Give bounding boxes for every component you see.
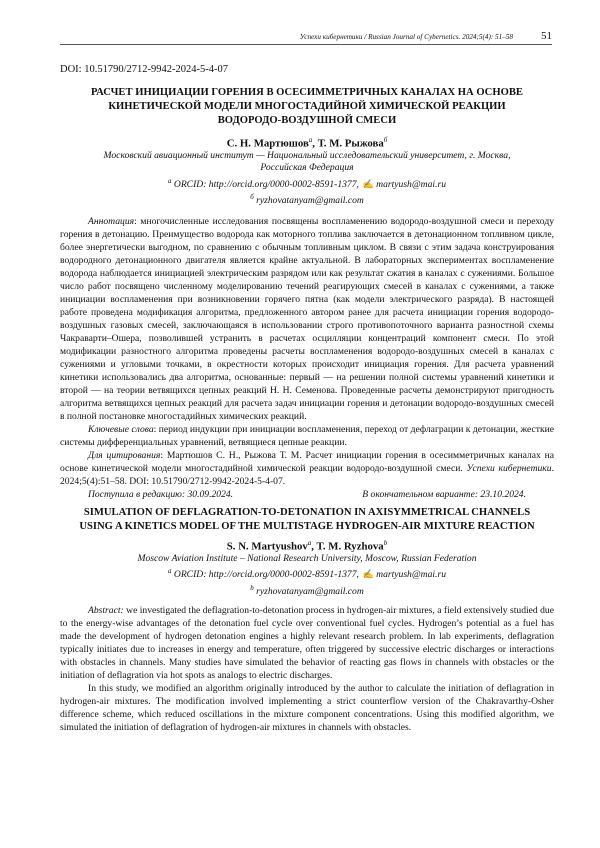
ru-email-2: ryzhovatanyam@gmail.com	[256, 195, 364, 207]
ru-title-line: КИНЕТИЧЕСКОЙ МОДЕЛИ МНОГОСТАДИЙНОЙ ХИМИЧЕСКОЙ РЕАКЦИИ	[108, 101, 506, 112]
ru-keywords-text: : период индукции при инициации воспламенения, переход от дефлаграции к детонации, жесткие системы дифференциальных уравнений, ветвящиеся цепные реакции.	[60, 423, 554, 448]
ru-title	[60, 86, 554, 128]
page-number: 51	[541, 30, 552, 42]
en-author-1: S. N. Martyushov	[226, 540, 308, 553]
ru-authors	[60, 136, 554, 150]
ru-title-line: ВОДОРОДО-ВОЗДУШНОЙ СМЕСИ	[217, 115, 397, 126]
en-affiliation: Moscow Aviation Institute – National Research University, Moscow, Russian Federation	[137, 552, 477, 564]
en-author-2-sup: b	[383, 538, 388, 547]
en-orcid-sup: a	[167, 567, 172, 576]
en-author-2: T. M. Ryzhova	[316, 540, 384, 553]
ru-citation-label: Для цитирования	[88, 449, 161, 461]
en-email-1: martyush@mai.ru	[376, 569, 446, 581]
en-title	[60, 506, 554, 534]
en-paragraph-2: In this study, we modified an algorithm originally introduced by the author to calculate the initiation of deflagration in hydrogen-air mixtures. The modification involved implementing a strict counterflow version of the Chakravarthy-Osher difference scheme, which reduced oscillations in the mixture component concentrations. Using this modified algorithm, we simulated the initiation of deflagration of hydrogen-air mixtures in channels with obstacles.	[60, 683, 554, 734]
ru-revised: В окончательном варианте: 23.10.2024.	[362, 488, 526, 500]
envelope-pencil-icon: ✍	[362, 178, 375, 189]
en-title-line: USING A KINETICS MODEL OF THE MULTISTAGE HYDROGEN-AIR MIXTURE REACTION	[79, 520, 535, 532]
envelope-pencil-icon: ✍	[362, 569, 375, 580]
en-author-1-sup: a	[307, 538, 312, 547]
ru-citation	[60, 449, 554, 488]
ru-citation-text: : Мартюшов С. Н., Рыжова Т. М. Расчет инициации горения в осесимметричных каналах на основе кинетической модели многостадийной химической реакции водородо-воздушной смеси.	[60, 449, 554, 474]
en-email-2-sup: b	[250, 583, 254, 592]
ru-orcid-sup: а	[167, 176, 172, 185]
ru-author-sep: ,	[312, 137, 318, 150]
ru-abstract-text: : многочисленные исследования посвящены воспламенению водородо-воздушной смеси и переходу горения в детонацию. Преимущество водорода как моторного топлива заключается в детонационном топливном цикле, более энергетически выгодном, по сравнению с обычным топливным циклом. В связи с этим задача конструирования водородного детонационного двигателя является крайне актуальной. В лабораторных экспериментах воспламенение водорода наблюдается инициацией электрическим разрядом или как результат сжатия в каналах с сужениями. Большое число работ посвящено численному моделированию течений реагирующих смесей в каналах с сужениями, а также инициации воспламенения при возникновении горячего пятна (как модели электрического разряда). В настоящей работе проведена модификация алгоритма, предложенного автором ранее для расчета инициации горения водородо-воздушных газовых смесей, заключающаяся в использовании строго противопоточного варианта разностной схемы Чакраварти–Ошера, позволившей устранить в расчетах осцилляции концентраций компонент смеси. По этой модификации разностного алгоритма проведены расчеты воспламенения водородо-воздушных смесей в каналах с сужениями и угловыми точками, в окрестности которых происходит инициация горения. Для расчета уравнений кинетики использовались два алгоритма, основанные: первый — на решении полной системы уравнений кинетики и второй — на теории ветвящихся цепных реакций Н. Н. Семенова. Проведенные расчеты демонстрируют пригодность алгоритма ветвящихся цепных реакций для расчета задач инициации горения и детонации водородо-воздушных смесей в полной постановке многостадийных химических реакций.	[60, 215, 554, 422]
ru-affiliation-line: Российская Федерация	[260, 162, 354, 174]
running-header	[60, 30, 552, 42]
en-orcid: ORCID: http://orcid.org/0000-0002-8591-1377,	[173, 569, 359, 581]
ru-abstract	[60, 215, 554, 423]
ru-abstract-label: Аннотация	[88, 215, 135, 227]
ru-title-line: РАСЧЕТ ИНИЦИАЦИИ ГОРЕНИЯ В ОСЕСИММЕТРИЧНЫХ КАНАЛАХ НА ОСНОВЕ	[91, 87, 523, 98]
ru-author-1: С. Н. Мартюшов	[226, 137, 309, 150]
ru-citation-journal: Успехи кибернетики	[466, 462, 552, 474]
ru-orcid-line	[60, 175, 554, 192]
ru-author-1-sup: а	[308, 136, 313, 144]
ru-email-2-sup: б	[250, 193, 254, 202]
en-authors	[60, 539, 554, 553]
journal-reference: Успехи кибернетики / Russian Journal of Cybernetics. 2024;5(4): 51–58	[299, 33, 513, 41]
en-abstract-text: we investigated the deflagration-to-detonation process in hydrogen-air mixtures, a field extensively studied due to the energy-wise advantages of the detonation fuel cycle over conventional fuel cycles. Hydrogen’s potential as a fuel has made the development of hydrogen detonation engines a highly relevant research problem. In lab experiments, deflagration typically initiates due to increases in energy and temperature, often triggered by successive electric discharges or interactions with obstacles in channels. Many studies have simulated the behavior of reacting gas flows in channels with obstacles or the initiation of deflagration via hot spots as analogs to electric discharges.	[60, 605, 554, 682]
en-email-2: ryzhovatanyam@gmail.com	[256, 585, 364, 597]
ru-author-2-sup: б	[383, 136, 388, 144]
ru-citation-tail: . 2024;5(4):51–58. DOI: 10.51790/2712-9942-2024-5-4-07.	[60, 462, 554, 487]
ru-orcid: ORCID: http://orcid.org/0000-0002-8591-1377,	[173, 178, 359, 190]
en-email-line	[60, 582, 554, 599]
en-abstract-label: Abstract:	[88, 605, 124, 617]
en-orcid-line	[60, 565, 554, 582]
ru-email-1: martyush@mai.ru	[376, 178, 446, 190]
doi: DOI: 10.51790/2712-9942-2024-5-4-07	[60, 64, 228, 75]
russian-section	[60, 86, 554, 734]
ru-received: Поступила в редакцию: 30.09.2024.	[88, 488, 234, 500]
en-abstract	[60, 604, 554, 682]
ru-affiliation	[60, 150, 554, 175]
ru-email-line	[60, 191, 554, 208]
ru-keywords	[60, 423, 554, 449]
ru-author-2: Т. М. Рыжова	[317, 137, 384, 150]
ru-keywords-label: Ключевые слова	[88, 423, 154, 435]
header-rule	[60, 44, 552, 45]
en-title-line: SIMULATION OF DEFLAGRATION-TO-DETONATION IN AXISYMMETRICAL CHANNELS	[83, 506, 531, 518]
ru-affiliation-line: Московский авиационный институт — Национальный исследовательский университет, г. Москва,	[103, 149, 511, 161]
en-author-sep: ,	[311, 540, 317, 553]
ru-dates	[60, 489, 554, 500]
